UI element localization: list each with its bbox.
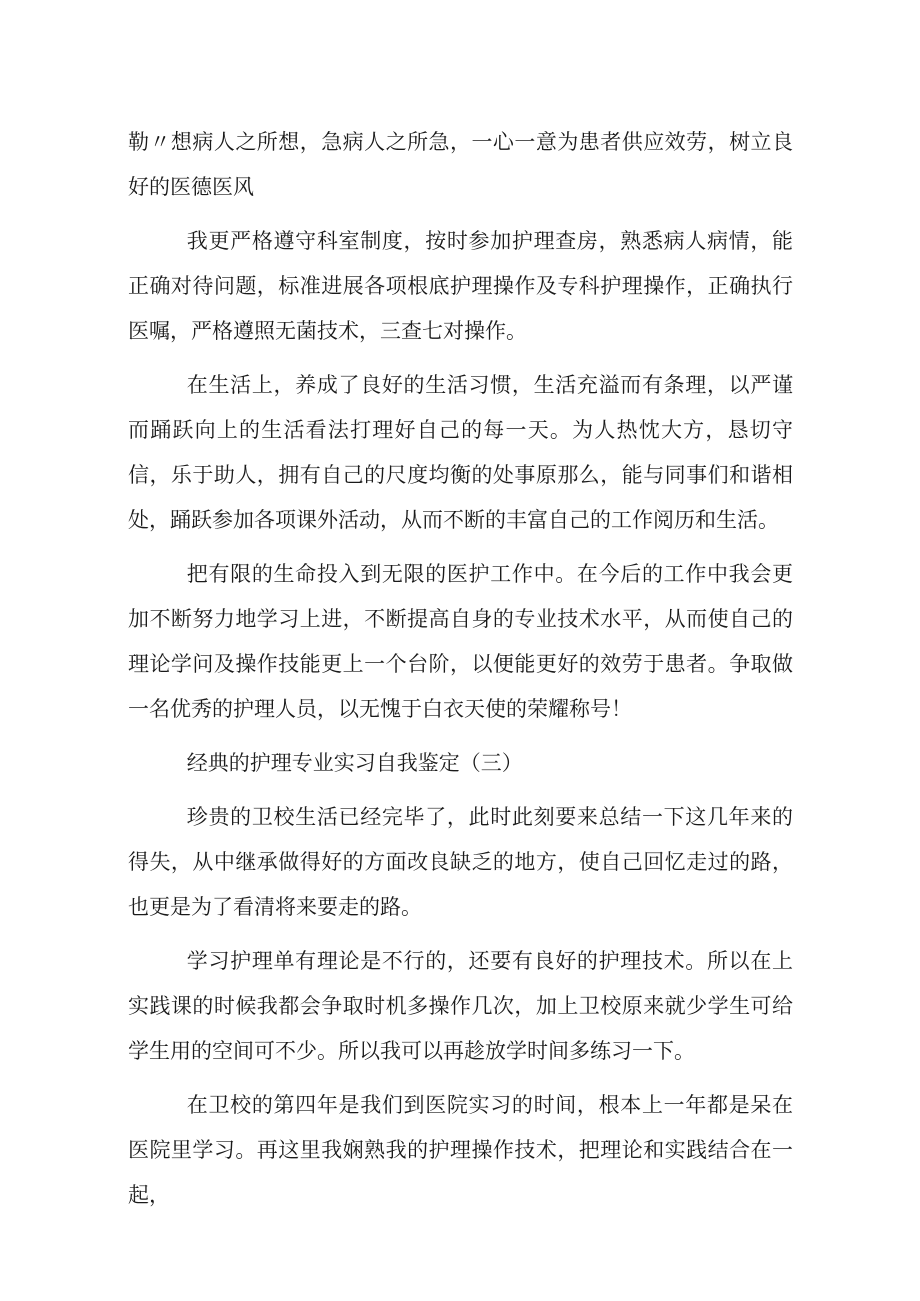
paragraph-3: 在生活上，养成了良好的生活习惯，生活充溢而有条理，以严谨而踊跃向上的生活看法打理好自己的每一天。为人热忱大方，恳切守信，乐于助人，拥有自己的尺度均衡的处事原那么，能与同事们和谐相处，踊跃参加各项课外活动，从而不断的丰富自己的工作阅历和生活。 (128, 373, 793, 532)
document-body (128, 120, 793, 1227)
paragraph-1: 勒〃想病人之所想，急病人之所急，一心一意为患者供应效劳，树立良好的医德医风 (128, 130, 793, 199)
paragraph-6: 学习护理单有理论是不行的，还要有良好的护理技术。所以在上实践课的时候我都会争取时机多操作几次，加上卫校原来就少学生可给学生用的空间可不少。所以我可以再趁放学时间多练习一下。 (128, 949, 793, 1063)
paragraph-4: 把有限的生命投入到无限的医护工作中。在今后的工作中我会更加不断努力地学习上进，不断提高自身的专业技术水平，从而使自己的理论学问及操作技能更上一个台阶，以便能更好的效劳于患者。争取做一名优秀的护理人员，以无愧于白衣天使的荣耀称号！ (128, 562, 793, 721)
paragraph-5: 珍贵的卫校生活已经完毕了，此时此刻要来总结一下这几年来的得失，从中继承做得好的方面改良缺乏的地方，使自己回忆走过的路，也更是为了看清将来要走的路。 (128, 805, 793, 919)
section-heading: 经典的护理专业实习自我鉴定（三） (186, 751, 523, 775)
paragraph-2: 我更严格遵守科室制度，按时参加护理查房，熟悉病人病情，能正确对待问题，标准进展各项根底护理操作及专科护理操作，正确执行医嘱，严格遵照无菌技术，三查七对操作。 (128, 229, 793, 343)
paragraph-7: 在卫校的第四年是我们到医院实习的时间，根本上一年都是呆在医院里学习。再这里我娴熟我的护理操作技术，把理论和实践结合在一起， (128, 1093, 793, 1207)
